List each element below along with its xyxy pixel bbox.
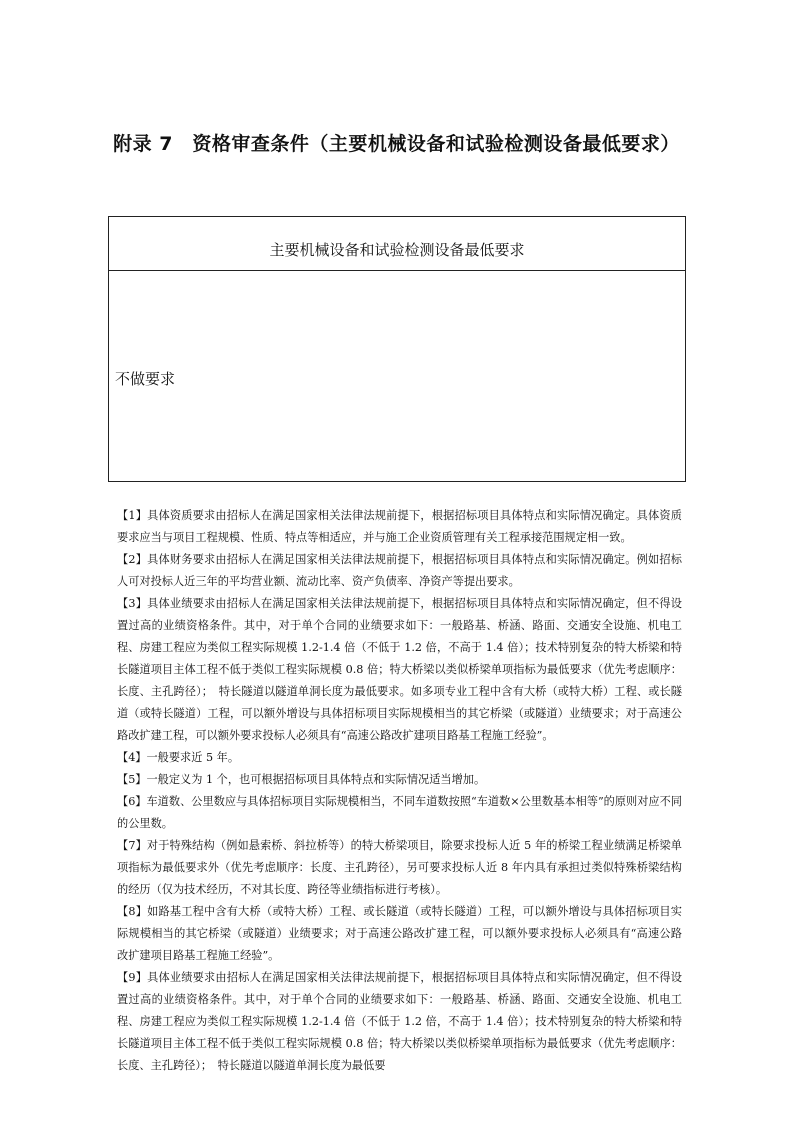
- note-8: 【8】如路基工程中含有大桥（或特大桥）工程、或长隧道（或特长隧道）工程，可以额外增设与具体招标项目实际规模相当的其它桥梁（或隧道）业绩要求；对于高速公路改扩建工程，可以额外要求投标人必须具有“高速公路改扩建项目路基工程施工经验”。: [117, 905, 682, 962]
- table-body: [109, 271, 685, 481]
- note-9: 【9】具体业绩要求由招标人在满足国家相关法律法规前提下，根据招标项目具体特点和实际情况确定，但不得设置过高的业绩资格条件。其中，对于单个合同的业绩要求如下：一般路基、桥涵、路面、交通安全设施、机电工程、房建工程应为类似工程实际规模 1.2-1.4 倍（不低于 1.2 倍，不高于 1.4 倍）；技术特别复杂的特大桥梁和特长隧道项目主体工程不低于类似工程实际规模 0.8 倍；特大桥梁以类似桥梁单项指标为最低要求（优先考虑顺序：长度、主孔跨径）； 特长隧道以隧道单洞长度为最低要: [117, 971, 682, 1072]
- requirements-table: [108, 216, 686, 482]
- note-2: 【2】具体财务要求由招标人在满足国家相关法律法规前提下，根据招标项目具体特点和实际情况确定。例如招标人可对投标人近三年的平均营业额、流动比率、资产负债率、净资产等提出要求。: [117, 553, 682, 588]
- note-3: 【3】具体业绩要求由招标人在满足国家相关法律法规前提下，根据招标项目具体特点和实际情况确定，但不得设置过高的业绩资格条件。其中，对于单个合同的业绩要求如下：一般路基、桥涵、路面、交通安全设施、机电工程、房建工程应为类似工程实际规模 1.2-1.4 倍（不低于 1.2 倍，不高于 1.4 倍）；技术特别复杂的特大桥梁和特长隧道项目主体工程不低于类似工程实际规模 0.8 倍；特大桥梁以类似桥梁单项指标为最低要求（优先考虑顺序：长度、主孔跨径）； 特长隧道以隧道单洞长度为最低要求。如多项专业工程中含有大桥（或特大桥）工程、或长隧道（或特长隧道）工程，可以额外增设与具体招标项目实际规模相当的其它桥梁（或隧道）业绩要求；对于高速公路改扩建工程，可以额外要求投标人必须具有“高速公路改扩建项目路基工程施工经验”。: [117, 597, 682, 742]
- note-7: 【7】对于特殊结构（例如悬索桥、斜拉桥等）的特大桥梁项目，除要求投标人近 5 年的桥梁工程业绩满足桥梁单项指标为最低要求外（优先考虑顺序：长度、主孔跨径），另可要求投标人近 8 年内具有承担过类似特殊桥梁结构的经历（仅为技术经历，不对其长度、跨径等业绩指标进行考核）。: [117, 839, 682, 896]
- table-header: 主要机械设备和试验检测设备最低要求: [109, 217, 685, 271]
- note-4: 【4】一般要求近 5 年。: [117, 751, 240, 764]
- note-6: 【6】车道数、公里数应与具体招标项目实际规模相当，不同车道数按照“车道数×公里数基本相等”的原则对应不同的公里数。: [117, 795, 682, 830]
- page-title: 附录 7 资格审查条件（主要机械设备和试验检测设备最低要求）: [113, 133, 680, 155]
- notes-section: [117, 505, 682, 1077]
- note-5: 【5】一般定义为 1 个，也可根据招标项目具体特点和实际情况适当增加。: [117, 773, 486, 786]
- table-content: 不做要求: [115, 370, 176, 388]
- note-1: 【1】具体资质要求由招标人在满足国家相关法律法规前提下，根据招标项目具体特点和实际情况确定。具体资质要求应当与项目工程规模、性质、特点等相适应，并与施工企业资质管理有关工程承接范围规定相一致。: [117, 509, 682, 544]
